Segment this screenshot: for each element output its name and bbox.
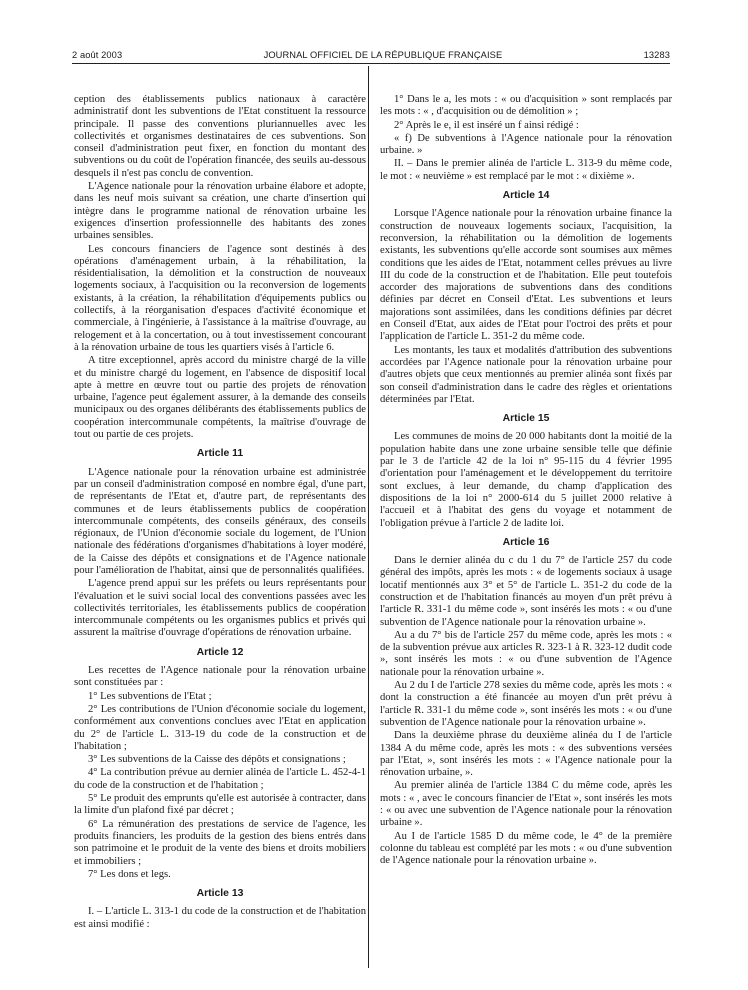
article-heading: Article 16 — [502, 536, 550, 548]
paragraph: 6° La rémunération des prestations de service de l'agence, les produits financiers, les produits de la gestion des biens entrés dans son patrimoine et le produit de la vente des biens et droits mobiliers et immobiliers ; — [74, 818, 366, 867]
paragraph: 1° Dans le a, les mots : « ou d'acquisition » sont remplacés par les mots : « , d'acquisition ou de démolition » ; — [380, 94, 672, 118]
paragraph: Les montants, les taux et modalités d'attribution des subventions accordées par l'Agence nationale pour la rénovation urbaine pour d'autres objets que ceux mentionnés au premier alinéa sont fixés par son conseil d'administration dans le cadre des règles et orientations déterminées par l'Etat. — [380, 344, 672, 405]
header-journal-title: JOURNAL OFFICIEL DE LA RÉPUBLIQUE FRANÇAISE — [263, 50, 503, 60]
paragraph: 7° Les dons et legs. — [88, 868, 171, 880]
paragraph: 4° La contribution prévue au dernier alinéa de l'article L. 452-4-1 du code de la construction et de l'habitation ; — [74, 767, 366, 791]
header-rule — [72, 63, 670, 64]
paragraph: ception des établissements publics nationaux à caractère administratif dont les subventions de l'Etat constituent la ressource principale. Il passe des conventions pluriannuelles avec les collectivités et organismes destinataires de ces subventions. Son conseil d'administration peut fixer, en fonction du montant des subventions ou du coût de l'opération financée, des seuils au-dessous desquels il n'est pas conclu de convention. — [74, 94, 366, 179]
paragraph: « f) De subventions à l'Agence nationale pour la rénovation urbaine. » — [380, 132, 672, 157]
article-heading: Article 15 — [502, 413, 550, 425]
paragraph: Dans le dernier alinéa du c du 1 du 7° de l'article 257 du code général des impôts, après les mots : « de logements sociaux à usage locatif mentionnés aux 3° et 5° de l'article L. 351-2 du code de la construction et de l'habitation financés au moyen d'un prêt prévu à l'article R. 331-1 du même code », sont insérés les mots : « ou d'une subvention de l'Agence nationale pour la rénovation urbaine ». — [380, 555, 672, 628]
paragraph: 1° Les subventions de l'Etat ; — [88, 690, 212, 702]
column-divider — [368, 66, 369, 968]
paragraph: Les communes de moins de 20 000 habitants dont la moitié de la population habite dans une zone urbaine sensible telle que définie par le 3 de l'article 42 de la loi n° 95-115 du 4 février 1995 d'orientation pour l'aménagement et le développement du territoire sont exclues, à leur demande, du champ d'application des dispositions de la loi n° 2000-614 du 5 juillet 2000 relative à l'accueil et à l'habitat des gens du voyage et notamment de l'obligation prévue à l'article 2 de ladite loi. — [380, 431, 672, 529]
paragraph: L'Agence nationale pour la rénovation urbaine est administrée par un conseil d'administration composé en nombre égal, d'une part, de représentants de l'Etat et, d'autre part, de représentants des communes et de leurs établissements publics de coopération intercommunale compétents, des conseils généraux, des conseils régionaux, de l'Union d'économie sociale du logement, de l'Union nationale des fédérations d'organismes d'habitations à loyer modéré, de la Caisse des dépôts et consignations et de l'Agence nationale pour l'amélioration de l'habitat, ainsi que de personnalités qualifiées. — [74, 466, 366, 576]
paragraph: Les recettes de l'Agence nationale pour la rénovation urbaine sont constituées par : — [74, 665, 366, 689]
paragraph: L'Agence nationale pour la rénovation urbaine élabore et adopte, dans les neuf mois suivant sa création, une charte d'insertion qui intègre dans le programme national de rénovation urbaine les exigences d'insertion professionnelle des habitants des zones urbaines sensibles. — [74, 181, 366, 242]
paragraph: Dans la deuxième phrase du deuxième alinéa du I de l'article 1384 A du même code, après les mots : « des subventions versées par l'Etat, », sont insérés les mots : « l'Agence nationale pour la rénovation urbaine, ». — [380, 730, 672, 779]
left-column — [74, 94, 366, 932]
paragraph: 2° Les contributions de l'Union d'économie sociale du logement, conformément aux conventions conclues avec l'Etat en application du 2° de l'article L. 313-19 du code de la construction et de l'habitation ; — [74, 703, 366, 752]
paragraph: 3° Les subventions de la Caisse des dépôts et consignations ; — [88, 754, 346, 766]
page-header — [72, 50, 670, 60]
paragraph: A titre exceptionnel, après accord du ministre chargé de la ville et du ministre chargé du logement, en l'absence de dispositif local apte à mettre en œuvre tout ou partie des projets de rénovation urbaine, l'agence peut également assurer, à la demande des conseils municipaux ou des organes délibérants des établissements publics de coopération intercommunale compétents, la maîtrise d'ouvrage de tout ou partie de ces projets. — [74, 355, 366, 441]
paragraph: Lorsque l'Agence nationale pour la rénovation urbaine finance la construction de nouveaux logements sociaux, l'acquisition, la reconversion, la réhabilitation ou la démolition de logements existants, les subventions qu'elle accorde sont soumises aux mêmes conditions que les aides de l'Etat, notamment celles prévues au livre III du code de la construction et de l'habitation. Elle peut toutefois accorder des majorations de subventions dans des conditions définies par décret en Conseil d'Etat. Les subventions et leurs majorations sont assimilées, dans les conditions définies par décret en Conseil d'Etat, aux aides de l'Etat pour l'octroi des prêts et pour l'application de l'article L. 351-2 du même code. — [380, 208, 672, 343]
paragraph: Au a du 7° bis de l'article 257 du même code, après les mots : « de la subvention prévue aux articles R. 323-1 à R. 323-12 dudit code », sont insérés les mots : « ou d'une subvention de l'Agence nationale pour la rénovation urbaine ». — [380, 629, 672, 678]
paragraph: Au I de l'article 1585 D du même code, le 4° de la première colonne du tableau est complété par les mots : « ou d'une subvention de l'Agence nationale pour la rénovation urbaine ». — [380, 830, 672, 867]
header-page-number: 13283 — [643, 50, 670, 60]
article-heading: Article 13 — [196, 888, 244, 900]
article-heading: Article 14 — [502, 190, 550, 202]
paragraph: L'agence prend appui sur les préfets ou leurs représentants pour l'évaluation et le suivi social local des conventions passées avec les collectivités territoriales, les établissements publics de coopération intercommunale compétents ou les organismes publics et privés qui assurent la maîtrise d'ouvrage d'opérations de rénovation urbaine. — [74, 578, 366, 639]
paragraph: II. – Dans le premier alinéa de l'article L. 313-9 du même code, le mot : « neuvième » est remplacé par le mot : « dixième ». — [380, 158, 672, 182]
paragraph: 2° Après le e, il est inséré un f ainsi rédigé : — [394, 119, 579, 131]
paragraph: Au premier alinéa de l'article 1384 C du même code, après les mots : « , avec le concours financier de l'Etat », sont insérés les mots : « ou avec une subvention de l'Agence nationale pour la rénovation urbaine ». — [380, 780, 672, 829]
paragraph: 5° Le produit des emprunts qu'elle est autorisée à contracter, dans la limite d'un plafond fixé par décret ; — [74, 793, 366, 817]
header-date: 2 août 2003 — [72, 50, 123, 60]
paragraph: I. – L'article L. 313-1 du code de la construction et de l'habitation est ainsi modifié : — [74, 906, 366, 930]
article-heading: Article 12 — [196, 646, 244, 658]
paragraph: Les concours financiers de l'agence sont destinés à des opérations d'aménagement urbain, à la réhabilitation, la résidentialisation, la démolition et la construction de nouveaux logements sociaux, à l'acquisition ou la reconversion de logements existants, à la création, la réhabilitation d'équipements publics ou collectifs, à la réorganisation d'espaces d'activité économique et commerciale, à l'ingénierie, à l'assistance à la maîtrise d'ouvrage, au relogement et à la concertation, ou à tout investissement concourant à la rénovation urbaine de tous les quartiers visés à l'article 6. — [74, 243, 366, 353]
paragraph: Au 2 du I de l'article 278 sexies du même code, après les mots : « dont la construction a été financée au moyen d'un prêt prévu à l'article R. 331-1 du même code », sont insérés les mots : « ou d'une subvention de l'Agence nationale pour la rénovation urbaine ». — [380, 680, 672, 728]
article-heading: Article 11 — [196, 448, 244, 460]
right-column — [380, 94, 672, 869]
